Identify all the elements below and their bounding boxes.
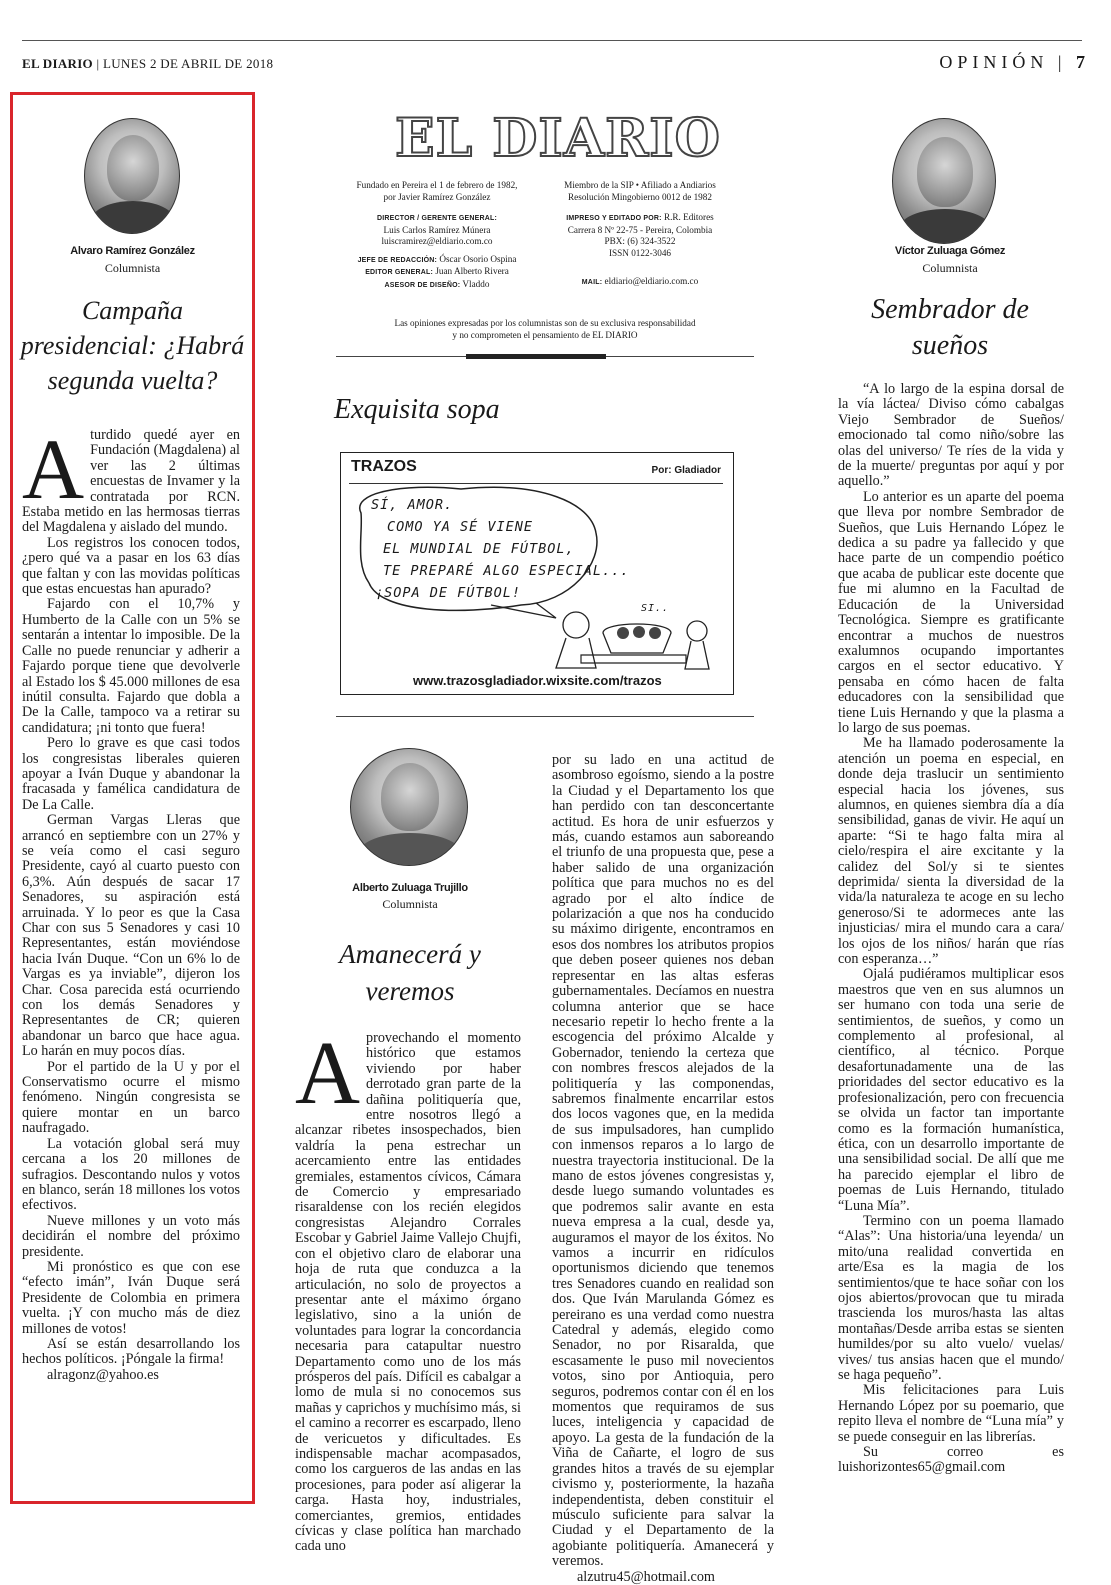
article-title-center: Amanecerá y veremos (339, 939, 481, 1006)
cartoon-title: Exquisita sopa (334, 394, 500, 425)
article-title-right: Sembrador de sueños (871, 294, 1029, 361)
paragraph: Fajardo con el 10,7% y Humberto de la Calle con un 5% se sentarán a intentar lo imposible. De la Calle no puede renunciar y adherir a Fajardo porque tiene que devolverle al Estado los $ 45.000 millones de esa inútil consulta. Fajardo que dobla a De la Calle, tampoco va a retirar su candidatura; ¡ni tonto que fuera! (22, 596, 240, 736)
paper-name: EL DIARIO (22, 56, 93, 71)
masthead-info: Miembro de la SIP • Afiliado a Andiarios Resolución Mingobierno 0012 de 1982 IMPRESO Y EDITADO POR: R.R. Editores Carrera 8 Nº 22-75 - Pereira, Colombia PBX: (6) 324-3522 ISSN 0122-3046 MAIL: eldiario@eldiario.com.co (564, 180, 716, 286)
header-right: OPINIÓN | 7 (939, 52, 1085, 72)
speech-line-5: ¡SOPA DE FÚTBOL! (375, 585, 522, 601)
author-role-left: Columnista (104, 261, 161, 275)
header-left: EL DIARIO | LUNES 2 DE ABRIL DE 2018 (22, 56, 274, 71)
paragraph: German Vargas Lleras que arrancó en septiembre con un 27% y se veía como el casi seguro Presidente, cayó al cuarto puesto con 6,3%. Aún después de sacar 17 Senadores, su aspiración está arruinada. Y lo peor es que la Casa Char con sus 5 Senadores y casi 10 Representantes, están moviéndose hacia Iván Duque. “Con un 6% lo de Vargas es ya inviable”, dijeron los Char. Cosa parecida está ocurriendo con los demás Senadores y Representantes de CR; quieren abandonar un barco que hace agua. Lo harán en muy pocos días. (22, 812, 240, 1060)
section-name: OPINIÓN (939, 52, 1049, 72)
paragraph: Ojalá pudiéramos multiplicar esos maestros que ven en sus alumnos un ser humano con toda una serie de sentimientos, de sueños, y como un complemento al profesional, al científico, al técnico. Porque desafortunadamente una de las prioridades del sector educativo es la profesionalización, pero con frecuencia se olvida un factor tan importante como es la formación humanística, ética, con un desarrollo importante de una sensibilidad social. De allí que me ha parecido ejemplar el libro de poemas de Luis Hernando, titulado “Luna Mía”. (838, 966, 1064, 1214)
paragraph: “A lo largo de la espina dorsal de la vía láctea/ Diviso cómo cabalgas Viejo Sembrador de Sueños/ emocionado tal como niño/sobre las olas del universo/ Te ríes de la vida y de la muerte/ preguntas por aquí y por aquello.” (838, 381, 1064, 490)
speech-line-1: SÍ, AMOR. (371, 497, 454, 513)
author-photo-left (84, 118, 180, 234)
masthead-founded: Fundado en Pereira el 1 de febrero de 1982, por Javier Ramírez González DIRECTOR / GERENTE GENERAL: Luis Carlos Ramírez Múnera luiscramirez@eldiario.com.co JEFE DE REDACCIÓN: Óscar Osorio Ospina EDITOR GENERAL: Juan Alberto Rivera ASESOR DE DISEÑO: Vladdo (356, 180, 518, 289)
speech-side: SI.. (641, 603, 670, 614)
author-photo-right (892, 118, 996, 244)
cartoon-panel (340, 452, 734, 695)
speech-line-3: EL MUNDIAL DE FÚTBOL, (383, 541, 575, 557)
author-name-right: Víctor Zuluaga Gómez (894, 245, 1006, 257)
speech-line-4: TE PREPARÉ ALGO ESPECIAL... (383, 563, 630, 579)
cartoon-author: Por: Gladiador (651, 465, 721, 476)
paragraph: Me ha llamado poderosamente la atención un poema en especial, en donde deja traslucir un sentimiento especial hacia los jóvenes, sus alumnos, en quienes siembra día a día sensibilidad, ganas de vivir. He aquí un aparte: “Si te hago falta mira al cielo/respira el aire excitante y la calidez del Sol/y si te sientes deprimida/ sienta la diversidad de la vida/la naturaleza te acoge en su lecho generoso/Si te adormeces ante las injusticias/ mira el mundo cara a cara/ los ojos de los niños/ harán que rías con esperanza…” (838, 735, 1064, 968)
paragraph: Pero lo grave es que casi todos los congresistas liberales quieren apoyar a Iván Duque y abandonar la fracasada y famélica candidatura de De La Calle. (22, 735, 240, 813)
author-name-left: Alvaro Ramírez González (70, 245, 195, 257)
paragraph: por su lado en una actitud de asombroso egoísmo, siendo a la postre la Ciudad y el Departamento los que han perdido con tan desconcertante actitud. Es hora de unir esfuerzos y más, cuando estamos aun saboreando el triunfo de una propuesta que, pese a haber salido de una organización política que para muchos no es del agrado por el alto índice de polarización a que nos ha conducido su máximo dirigente, encontramos en esos dos nombres los atributos propios que deben poseer quienes nos deban representar en las altas esferas gubernamentales. Decíamos en nuestra columna anterior que se hace necesario repetir lo hecho frente a la escogencia del próximo Alcalde y Gobernador, teniendo la certeza que con nombres frescos alejados de la politiquería y las componendas, sabremos finalmente encarrilar estos dos locos vagones que, en la medida de sus impulsadores, han cumplido con inmensos reparos a lo largo de nuestra trayectoria institucional. De la mano de estos jóvenes congresistas y, desde luego sumando voluntades es que podremos salir avante en esta nueva empresa a la cual, desde ya, auguramos el mayor de los éxitos. No vamos a incurrir en ridículos oportunismos diciendo que tenemos tres Senadores cuando en realidad son dos. Que Iván Marulanda Gómez es pereirano es una verdad como nuestra Catedral y además, elegido como Senador, no por Risaralda, que escasamente le puso mil novecientos votos, sino por Antioquia, pero seguros, podremos contar con él en los momentos que requiramos de sus luces, inteligencia y capacidad de apoyo. La gesta de la fundación de la Viña de Cañarte, el logro de sus grandes hitos a través de su ejemplar civismo y, posteriormente, la hazaña independentista, deben constituir el músculo suficiente para salvar la Ciudad y el Departamento de la agobiante politiquería. Amanecerá y veremos. (552, 752, 774, 1570)
cartoon-brand: TRAZOS (351, 458, 417, 475)
paragraph: alzutru45@hotmail.com (577, 1568, 715, 1585)
paragraph: turdido quedé ayer en Fundación (Magdalena) al ver las 2 últimas encuestas de Invamer y la contratada por RCN. Estaba metido en las hermosas tierras del Magdalena y aislado del mundo. (22, 427, 240, 536)
article-title-left: Campaña presidencial: ¿Habrá segunda vuelta? (20, 296, 245, 395)
speech-line-2: COMO YA SÉ VIENE (387, 519, 534, 535)
paragraph: Así se están desarrollando los hechos políticos. ¡Póngale la firma! (22, 1335, 240, 1368)
page-number: 7 (1076, 52, 1085, 72)
paragraph: Mi pronóstico es que con ese “efecto imán”, Iván Duque será Presidente de Colombia en primera vuelta. ¡Y con mucho más de diez millones de votos! (22, 1258, 240, 1337)
masthead-rule-bar (466, 354, 606, 359)
header-rule (22, 40, 1082, 41)
paragraph: Los registros los conocen todos, ¿pero qué va a pasar en los 63 días que faltan y con las movidas políticas que estas encuestas han apurado? (22, 534, 240, 598)
masthead-logo: EL DIARIO (395, 108, 721, 169)
author-role-right: Columnista (922, 261, 978, 275)
cartoon-url: www.trazosgladiador.wixsite.com/trazos (413, 673, 662, 688)
article-body-center-1 (295, 1024, 521, 1555)
paragraph: Por el partido de la U y por el Conservatismo ocurre el mismo fenómeno. Ningún congresista se quiere montar en un barco naufragado. (22, 1058, 240, 1137)
author-name-center: Alberto Zuluaga Trujillo (352, 882, 468, 894)
paragraph: Lo anterior es un aparte del poema que lleva por nombre Sembrador de Sueños, que Luis Hernando López le dedica a su padre ya fallecido y que hace parte de un compendio poético que acaba de publicar este docente que fue mi alumno en la Facultad de Educación de la Universidad Tecnológica. Siempre es gratificante encontrar a muchos de nuestros exalumnos ocupando importantes cargos en el sector educativo. Y pensaba en cómo hacen de falta educadores con la sensibilidad que tiene Luis Hernando y que la plasma a lo largo de sus poemas. (838, 488, 1064, 736)
article-body-right (838, 382, 1064, 1476)
article-body-left (22, 421, 240, 1383)
paragraph: Termino con un poema llamado “Alas”: Una historia/una leyenda/ un mito/una realidad convertida en arte/Esa es la magia de los sentimientos/que te hace soñar con los ojos abiertos/provocan que tu mirada trascienda los muros/hasta las altas montañas/Desde arriba estas se sienten humildes/por su alto vuelo/ vuelas/ vives/ tus ansias hacen que el mundo/ se haga pequeño”. (838, 1212, 1064, 1383)
paragraph: Nueve millones y un voto más decidirán el nombre del próximo presidente. (22, 1212, 240, 1260)
issue-date: LUNES 2 DE ABRIL DE 2018 (103, 56, 274, 71)
paragraph: Su correo es luishorizontes65@gmail.com (838, 1444, 1064, 1476)
author-role-center: Columnista (382, 897, 438, 911)
masthead-disclaimer: Las opiniones expresadas por los columnistas son de su exclusiva responsabilidad y no comprometen el pensamiento de EL DIARIO (394, 318, 696, 340)
article-body-center-2 (552, 753, 774, 1585)
paragraph: alragonz@yahoo.es (47, 1366, 159, 1383)
drop-cap-center: A (295, 1024, 360, 1123)
paragraph: provechando el momento histórico que estamos viviendo por haber derrotado gran parte de la dañina politiquería que, entre nosotros llegó a alcanzar ribetes insospechados, bien valdría la pena estrechar un acercamiento entre las entidades gremiales, estamentos cívicos, Cámara de Comercio y empresariado risaraldense con los recién elegidos congresistas Alejandro Corrales Escobar y Gabriel Jaime Vallejo Chujfi, con el objetivo claro de elaborar una hoja de ruta que conduzca a la articulación, no solo de proyectos a presentar ante el máximo órgano legislativo, sino a la unión de voluntades para lograr la concordancia necesaria para catapultar nuestro Departamento como uno de los más prósperos del país. Difícil es cabalgar a lomo de mula si no conocemos sus mañas y caprichos y muchísimo más, si el camino a recorrer es escarpado, lleno de vericuetos y dificultades. Es indispensable machar acompasados, como los cargueros de las andas en las procesiones, para poder así aligerar la carga. Hasta hoy, industriales, comerciantes, gremios, entidades cívicas y clase política han marchado cada uno (295, 1030, 521, 1555)
drop-cap-left: A (22, 421, 85, 517)
paragraph: La votación global será muy cercana a los 20 millones de sufragios. Descontando nulos y votos en blanco, serán 18 millones los votos efectivos. (22, 1135, 240, 1214)
cartoon-rule (336, 716, 754, 717)
paragraph: Mis felicitaciones para Luis Hernando López por su poemario, que repito lleva el nombre de “Luna mía” y se puede conseguir en las librerías. (838, 1382, 1064, 1445)
author-photo-center (350, 748, 468, 866)
